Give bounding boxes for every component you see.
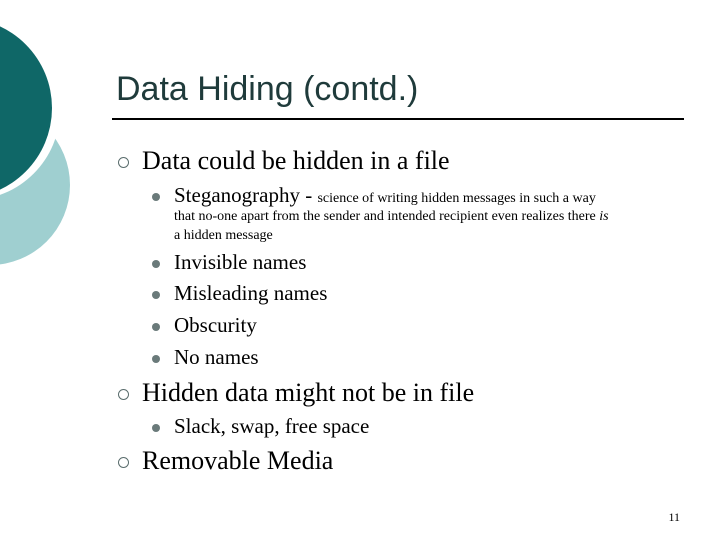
filled-circle-bullet-icon (152, 323, 160, 331)
title-underline (112, 118, 684, 120)
slack-swap-item: Slack, swap, free space (174, 414, 370, 438)
filled-circle-bullet-icon (152, 355, 160, 363)
bullet-3-text: Removable Media (142, 446, 334, 475)
filled-circle-bullet-icon (152, 260, 160, 268)
steganography-item (174, 183, 596, 208)
definition-text: that no-one apart from the sender and intended recipient even realizes there (174, 209, 600, 224)
bullet-1-text: Data could be hidden in a file (142, 146, 450, 175)
steganography-definition-line-3: a hidden message (174, 228, 273, 243)
bullet-2-text: Hidden data might not be in file (142, 378, 475, 407)
page-number: 11 (668, 510, 680, 524)
misleading-names-item: Misleading names (174, 281, 328, 305)
hollow-circle-bullet-icon (118, 389, 129, 400)
decorative-circles (0, 0, 120, 300)
hollow-circle-bullet-icon (118, 157, 129, 168)
no-names-item: No names (174, 345, 259, 369)
filled-circle-bullet-icon (152, 424, 160, 432)
filled-circle-bullet-icon (152, 193, 160, 201)
steganography-definition: science of writing hidden messages in such a way (317, 191, 596, 206)
slide-title: Data Hiding (contd.) (116, 70, 419, 108)
definition-emphasis: is (599, 209, 609, 224)
filled-circle-bullet-icon (152, 291, 160, 299)
obscurity-item: Obscurity (174, 313, 257, 337)
invisible-names-item: Invisible names (174, 250, 307, 274)
hollow-circle-bullet-icon (118, 457, 129, 468)
steganography-definition-line-2 (174, 209, 609, 225)
steganography-label: Steganography - (174, 183, 318, 207)
